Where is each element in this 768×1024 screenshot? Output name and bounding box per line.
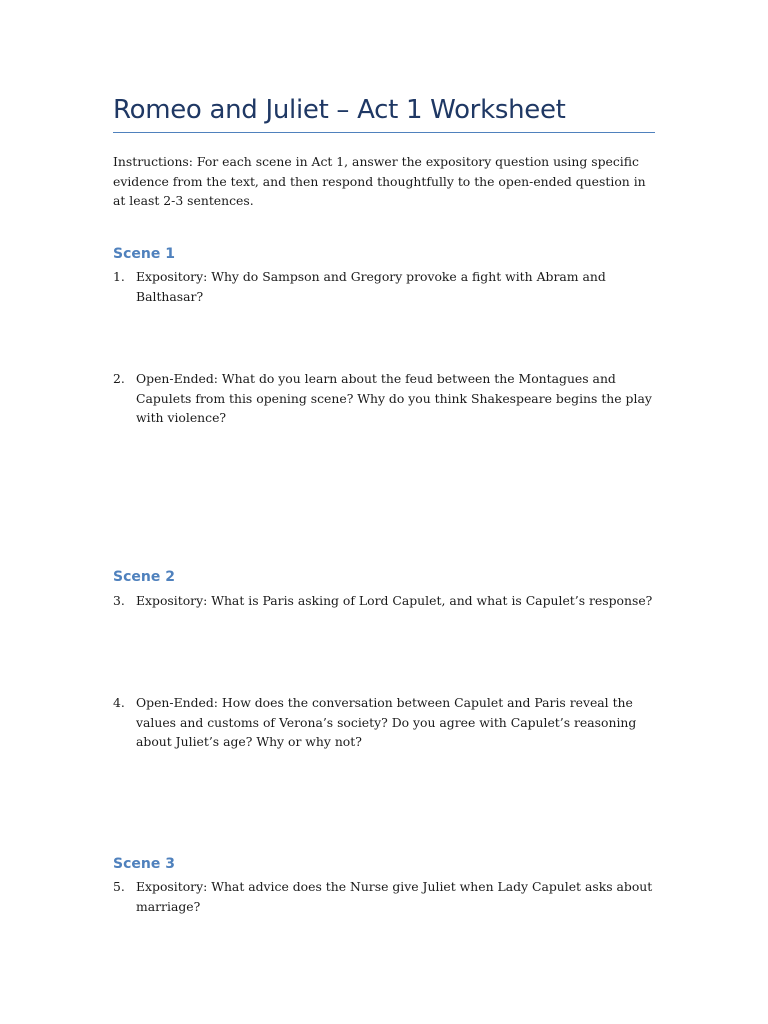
question-number: 1. (113, 269, 125, 284)
question-2 (113, 369, 658, 428)
instructions-paragraph: Instructions: For each scene in Act 1, answer the expository question using specific evidence from the text, and then respond thoughtfully to the open-ended question in at least 2-3 sentences. (113, 154, 646, 208)
question-text: Open-Ended: What do you learn about the feud between the Montagues and Capulets from this opening scene? Why do you think Shakespeare begins the play with violence? (136, 371, 652, 425)
question-5 (113, 877, 658, 916)
question-number: 2. (113, 371, 125, 386)
question-text: Open-Ended: How does the conversation between Capulet and Paris reveal the values and customs of Verona’s society? Do you agree with Capulet’s reasoning about Juliet’s age? Why or why not? (136, 695, 637, 749)
page-title: Romeo and Juliet – Act 1 Worksheet (113, 95, 566, 125)
title-underline (113, 132, 655, 133)
question-1 (113, 267, 658, 306)
question-number: 4. (113, 695, 125, 710)
question-number: 5. (113, 879, 125, 894)
scene-3-heading: Scene 3 (113, 856, 175, 872)
scene-1-heading: Scene 1 (113, 246, 175, 262)
question-text: Expository: Why do Sampson and Gregory provoke a fight with Abram and Balthasar? (136, 269, 606, 304)
question-text: Expository: What is Paris asking of Lord Capulet, and what is Capulet’s response? (136, 593, 653, 608)
question-4 (113, 693, 658, 752)
question-text: Expository: What advice does the Nurse give Juliet when Lady Capulet asks about marriage? (136, 879, 653, 914)
scene-2-heading: Scene 2 (113, 569, 175, 585)
question-number: 3. (113, 593, 125, 608)
question-3 (113, 591, 658, 611)
